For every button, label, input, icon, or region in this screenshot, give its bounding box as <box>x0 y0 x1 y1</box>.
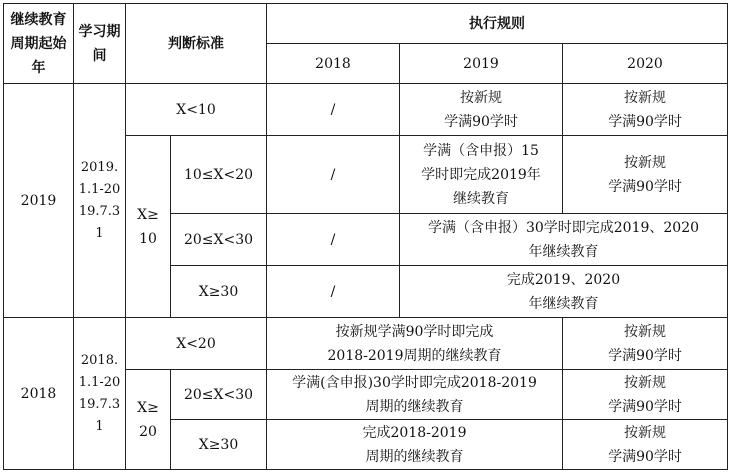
rule-2019-row2-2020: 按新规 学满90学时 <box>563 136 728 214</box>
continuing-education-rules-table <box>3 3 728 470</box>
rule-2018-row3-2018-2019: 完成2018-2019 周期的继续教育 <box>267 420 563 470</box>
header-criteria: 判断标准 <box>126 4 267 84</box>
criteria-2019-gte-30: X≥30 <box>171 266 267 318</box>
rule-2019-row2-2018: / <box>267 136 400 214</box>
study-period-2019: 2019.1.1-2019.7.31 <box>74 84 126 318</box>
table-row <box>4 318 728 370</box>
criteria-group-2018: X≥ 20 <box>126 370 171 470</box>
header-year-2019: 2019 <box>400 44 563 84</box>
criteria-2018-x-lt-20: X<20 <box>126 318 267 370</box>
criteria-2018-20-30: 20≤X<30 <box>171 370 267 420</box>
header-year-2020: 2020 <box>563 44 728 84</box>
header-year-2018: 2018 <box>267 44 400 84</box>
rule-2019-row1-2019: 按新规 学满90学时 <box>400 84 563 136</box>
rule-2018-row1-2018-2019: 按新规学满90学时即完成 2018-2019周期的继续教育 <box>267 318 563 370</box>
rule-2019-row3-2018: / <box>267 214 400 266</box>
header-start-year: 继续教育周期起始年 <box>4 4 74 84</box>
header-study-period: 学习期间 <box>74 4 126 84</box>
rule-2019-row1-2018: / <box>267 84 400 136</box>
rule-2019-row3-2019-2020: 学满（含申报）30学时即完成2019、2020 年继续教育 <box>400 214 728 266</box>
rule-2019-row4-2019-2020: 完成2019、2020 年继续教育 <box>400 266 728 318</box>
rule-2018-row2-2020: 按新规 学满90学时 <box>563 370 728 420</box>
table-row <box>4 84 728 136</box>
rule-2019-row1-2020: 按新规 学满90学时 <box>563 84 728 136</box>
start-year-2018: 2018 <box>4 318 74 470</box>
criteria-2019-10-20: 10≤X<20 <box>171 136 267 214</box>
criteria-2019-x-lt-10: X<10 <box>126 84 267 136</box>
header-rules: 执行规则 <box>267 4 728 44</box>
rule-2019-row4-2018: / <box>267 266 400 318</box>
criteria-group-2019: X≥ 10 <box>126 136 171 318</box>
rule-2018-row3-2020: 按新规 学满90学时 <box>563 420 728 470</box>
rule-2019-row2-2019: 学满（含申报）15 学时即完成2019年 继续教育 <box>400 136 563 214</box>
study-period-2018: 2018.1.1-2019.7.31 <box>74 318 126 470</box>
rule-2018-row1-2020: 按新规 学满90学时 <box>563 318 728 370</box>
rule-2018-row2-2018-2019: 学满(含申报)30学时即完成2018-2019 周期的继续教育 <box>267 370 563 420</box>
criteria-2018-gte-30: X≥30 <box>171 420 267 470</box>
start-year-2019: 2019 <box>4 84 74 318</box>
criteria-2019-20-30: 20≤X<30 <box>171 214 267 266</box>
